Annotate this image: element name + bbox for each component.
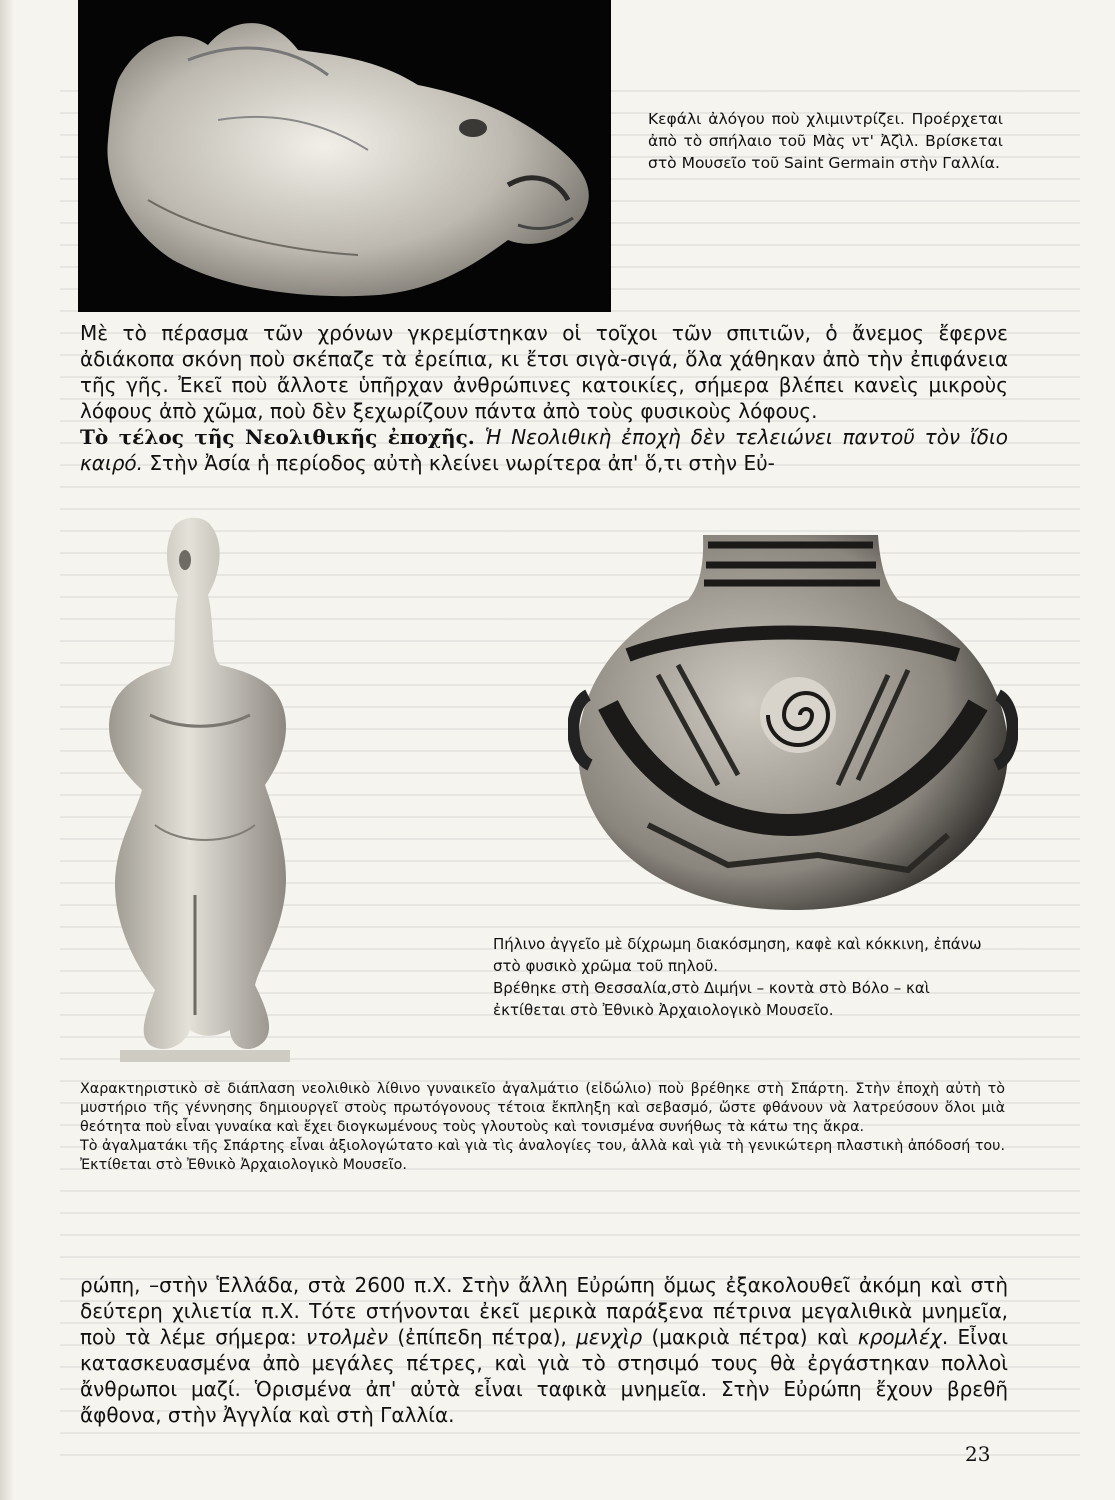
- page-gutter: [0, 0, 14, 1500]
- term-dolmen: ντολμὲν: [306, 1325, 389, 1349]
- figurine-caption-line1: Χαρακτηριστικὸ σὲ διάπλαση νεολιθικὸ λίθινο γυναικεῖο ἀγαλμάτιο (εἰδώλιο) ποὺ βρέθηκε στὴ Σπάρτη. Στὴν ἐποχὴ αὐτὴ τὸ μυστήριο τῆς γέννησης δημιουργεῖ στοὺς πρωτόγονους τέτοια ἔκπληξη καὶ σεβασμό, ὥστε φθάνουν νὰ λατρεύσουν ὅλοι μιὰ θεότητα ποὺ εἶναι γυναίκα καὶ ἔχει διογκωμένους τοὺς γλουτοὺς καὶ τονισμένα συνήθως τὰ κάτω της ἄκρα.: [80, 1081, 1005, 1135]
- horse-head-illustration: [78, 0, 611, 312]
- figurine-caption-line2: Τὸ ἀγαλματάκι τῆς Σπάρτης εἶναι ἀξιολογώτατο καὶ γιὰ τὶς ἀναλογίες του, ἀλλὰ καὶ γιὰ τὴ γενικώτερη πλαστικὴ ἀπόδοσή του. Ἐκτίθεται στὸ Ἐθνικὸ Ἀρχαιολογικὸ Μουσεῖο.: [80, 1138, 1005, 1173]
- figurine-illustration: [80, 515, 305, 1070]
- pot-illustration: [568, 525, 1018, 920]
- horse-head-photo: [78, 0, 611, 312]
- body-text-bottom: [80, 1272, 1008, 1428]
- term-menhir: μενχὶρ: [576, 1325, 643, 1349]
- figurine-photo: [80, 515, 305, 1070]
- body-menhir-gloss: (μακριὰ πέτρα) καὶ: [651, 1325, 849, 1349]
- body-paragraph-ruins: Μὲ τὸ πέρασμα τῶν χρόνων γκρεμίστηκαν οἱ τοῖχοι τῶν σπιτιῶν, ὁ ἄνεμος ἔφερνε ἀδιάκοπα σκόνη ποὺ σκέπαζε τὰ ἐρείπια, κι ἔτσι σιγὰ-σιγά, ὅλα χάθηκαν ἀπὸ τὴν ἐπιφάνεια τῆς γῆς. Ἐκεῖ ποὺ ἄλλοτε ὑπῆρχαν ἀνθρώπινες κατοικίες, σήμερα βλέπει κανεὶς μικροὺς λόφους ἀπὸ χῶμα, ποὺ δὲν ξεχωρίζουν πάντα ἀπὸ τοὺς φυσικοὺς λόφους.: [80, 321, 1008, 423]
- horse-caption: Κεφάλι ἀλόγου ποὺ χλιμιντρίζει. Προέρχεται ἀπὸ τὸ σπήλαιο τοῦ Μὰς ντ' Ἀζὶλ. Βρίσκεται στὸ Μουσεῖο τοῦ Saint Germain στὴν Γαλλία.: [648, 110, 1003, 172]
- figurine-caption: [80, 1080, 1005, 1175]
- body-megaliths-rest: . Εἶναι κατασκευασμένα ἀπὸ μεγάλες πέτρες, καὶ γιὰ τὸ στησιμό τους θὰ ἐργάστηκαν πολλοὶ ἄνθρωποι μαζί. Ὁρισμένα ἀπ' αὐτὰ εἶναι ταφικὰ μνημεῖα. Στὴν Εὐρώπη ἔχουν βρεθῆ ἄφθονα, στὴν Ἀγγλία καὶ στὴ Γαλλία.: [80, 1325, 1009, 1427]
- body-dolmen-gloss: (ἐπίπεδη πέτρα),: [397, 1325, 567, 1349]
- term-cromlech: κρομλέχ: [857, 1325, 942, 1349]
- pot-caption-line2: Βρέθηκε στὴ Θεσσαλία,στὸ Διμήνι – κοντὰ στὸ Βόλο – καὶ ἐκτίθεται στὸ Ἐθνικὸ Ἀρχαιολογικὸ Μουσεῖο.: [493, 979, 930, 1019]
- pot-photo: [568, 525, 1018, 920]
- body-italic-statement: Ἡ Νεολιθικὴ ἐποχὴ δὲν τελειώνει παντοῦ τὸν ἴδιο καιρό.: [80, 425, 1009, 475]
- page-number: 23: [965, 1442, 991, 1466]
- pot-caption: [493, 933, 1005, 1021]
- pot-caption-line1: Πήλινο ἀγγεῖο μὲ δίχρωμη διακόσμηση, καφὲ καὶ κόκκινη, ἐπάνω στὸ φυσικὸ χρῶμα τοῦ πηλοῦ.: [493, 935, 982, 975]
- body-megaliths-intro: ρώπη, –στὴν Ἑλλάδα, στὰ 2600 π.Χ. Στὴν ἄλλη Εὐρώπη ὅμως ἐξακολουθεῖ ἀκόμη καὶ στὴ δεύτερη χιλιετία π.Χ. Τότε στήνονται ἐκεῖ μερικὰ παράξενα πέτρινα μεγαλιθικὰ μνημεῖα, ποὺ τὰ λέμε σήμερα:: [80, 1273, 1008, 1349]
- body-text-top: [80, 320, 1008, 476]
- section-heading-end-neolithic: Τὸ τέλος τῆς Νεολιθικῆς ἐποχῆς.: [80, 425, 475, 449]
- body-paragraph-asia: Στὴν Ἀσία ἡ περίοδος αὐτὴ κλείνει νωρίτερα ἀπ' ὅ,τι στὴν Εὐ-: [149, 451, 775, 475]
